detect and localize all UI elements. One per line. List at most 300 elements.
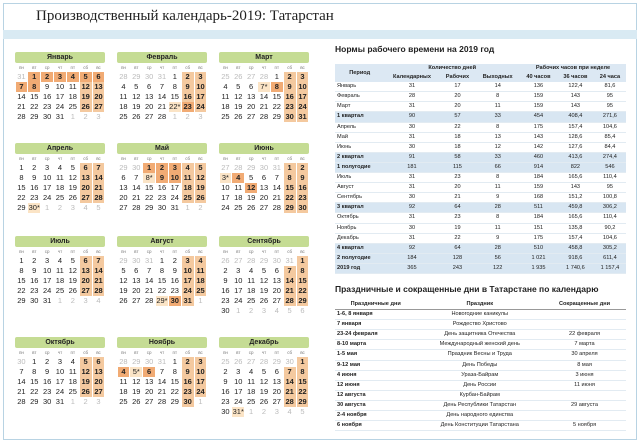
day-cell: 30: [30, 296, 39, 305]
table-cell: 2-4 ноября: [335, 411, 416, 421]
table-cell: 165,6: [557, 213, 594, 223]
day-cell: 27: [221, 163, 230, 172]
weekday-label: ср: [146, 350, 152, 355]
table-cell: 143: [557, 183, 594, 193]
weekday-label: пн: [18, 65, 24, 70]
month-days: [219, 72, 309, 122]
day-cell: 8: [172, 367, 177, 376]
day-cell: 14: [272, 183, 281, 192]
day-cell: 11: [119, 377, 128, 386]
day-cell: 1: [297, 357, 309, 367]
table-cell: 11: [475, 183, 520, 193]
table-row: [335, 183, 626, 193]
day-cell: 20: [81, 276, 90, 285]
weekday-label: вс: [96, 350, 101, 355]
day-cell: 11: [56, 266, 64, 275]
month-2: [117, 52, 207, 122]
day-cell: 15: [157, 276, 167, 285]
day-cell: 3: [96, 112, 101, 121]
table-cell: 30 августа: [335, 400, 416, 410]
day-cell: 18: [55, 183, 65, 192]
table-row: [335, 223, 626, 233]
day-cell: 2: [185, 112, 190, 121]
day-cell: 3*: [220, 173, 232, 183]
day-cell: 27: [81, 193, 90, 202]
weekday-header: [117, 247, 207, 256]
weekday-label: вс: [96, 156, 101, 161]
day-cell: 1: [19, 256, 24, 265]
day-cell: 13: [144, 377, 154, 386]
day-cell: 22: [170, 387, 179, 396]
day-cell: 24: [196, 387, 205, 396]
day-cell: 27: [272, 397, 281, 406]
day-cell: 17: [196, 92, 205, 101]
table-cell: 918,6: [557, 253, 594, 263]
day-cell: 26: [132, 397, 141, 406]
table-cell: 11: [475, 223, 520, 233]
day-cell: 29: [285, 203, 294, 212]
day-cell: 1: [57, 296, 63, 305]
table-row: [335, 122, 626, 132]
day-cell: 22: [144, 193, 154, 202]
day-cell: 30: [259, 163, 269, 172]
table-cell: [543, 320, 626, 330]
day-cell: 17: [55, 92, 65, 101]
month-11: [117, 337, 207, 407]
day-cell: 29: [298, 397, 307, 406]
day-cell: 3: [70, 203, 75, 212]
table-cell: 33: [475, 112, 520, 122]
day-cell: 5: [70, 163, 75, 172]
weekday-label: ср: [44, 65, 50, 70]
table-cell: 18: [440, 132, 476, 142]
day-cell: 21: [17, 387, 26, 396]
day-cell: 21: [285, 387, 294, 396]
month-7: [15, 236, 105, 306]
table-cell: 3 июня: [543, 370, 626, 380]
day-cell: 3: [198, 112, 203, 121]
weekday-label: ср: [44, 350, 50, 355]
weekday-label: вс: [300, 249, 305, 254]
day-cell: 2: [261, 407, 267, 416]
weekday-label: пт: [70, 156, 76, 161]
day-cell: 5: [80, 72, 92, 82]
day-cell: 9: [45, 367, 50, 376]
table-cell: 104,6: [594, 233, 626, 243]
day-cell: 10: [234, 276, 243, 285]
day-cell: 25: [119, 397, 128, 406]
table-cell: 8: [475, 92, 520, 102]
day-cell: 25: [221, 112, 230, 121]
month-days: [117, 357, 207, 407]
day-cell: 14: [157, 377, 167, 386]
day-cell: 5: [287, 306, 292, 315]
day-cell: 25: [196, 286, 205, 295]
holidays-table: [335, 300, 626, 431]
day-cell: 14: [259, 92, 269, 101]
table-cell: 95: [594, 183, 626, 193]
day-cell: 29: [17, 296, 26, 305]
table-cell: 157,4: [557, 233, 594, 243]
day-cell: 25: [246, 296, 256, 305]
weekday-label: пн: [120, 350, 126, 355]
day-cell: 18: [246, 387, 256, 396]
weekday-label: чт: [261, 350, 267, 355]
table-cell: 28: [384, 92, 439, 102]
day-cell: 4: [232, 173, 244, 183]
day-cell: 19: [132, 387, 141, 396]
norms-title: Нормы рабочего времени на 2019 год: [335, 44, 495, 54]
weekday-label: чт: [159, 249, 165, 254]
day-cell: 4: [223, 82, 228, 91]
weekday-label: вс: [300, 65, 305, 70]
day-cell: 19: [119, 286, 128, 295]
table-cell: 168: [520, 193, 557, 203]
day-cell: 21: [144, 286, 154, 295]
day-cell: 11: [247, 276, 255, 285]
day-cell: 22: [285, 193, 294, 202]
day-cell: 13: [144, 92, 154, 101]
weekday-label: чт: [261, 249, 267, 254]
day-cell: 28: [94, 193, 103, 202]
day-cell: 18: [246, 286, 256, 295]
day-cell: 28: [259, 72, 269, 81]
day-cell: 29: [30, 112, 39, 121]
weekday-label: ср: [44, 249, 50, 254]
table-cell: 64: [440, 243, 476, 253]
day-cell: 24: [221, 203, 230, 212]
day-cell: 31: [42, 296, 52, 305]
table-cell: 1 935: [520, 263, 557, 273]
day-cell: 25: [68, 387, 77, 396]
day-cell: 30: [285, 357, 294, 366]
day-cell: 16: [298, 183, 307, 192]
day-cell: 5: [261, 367, 267, 376]
day-cell: 31: [285, 256, 294, 265]
day-cell: 27: [246, 112, 256, 121]
weekday-header: [117, 63, 207, 72]
table-cell: 12 июня: [335, 380, 416, 390]
day-cell: 6: [300, 306, 305, 315]
table-row: [335, 112, 626, 122]
day-cell: 30: [144, 357, 154, 366]
weekday-label: вс: [198, 65, 203, 70]
weekday-label: пт: [70, 65, 76, 70]
day-cell: 1: [159, 256, 165, 265]
table-cell: 95: [594, 92, 626, 102]
day-cell: 7: [284, 266, 296, 276]
day-cell: 24: [42, 193, 52, 202]
month-12: [219, 337, 309, 417]
day-cell: 26: [68, 193, 77, 202]
day-cell: 3: [195, 357, 207, 367]
day-cell: 7: [274, 173, 279, 182]
day-cell: 16: [157, 183, 167, 192]
table-cell: 8: [475, 173, 520, 183]
table-cell: 822: [557, 162, 594, 172]
table-cell: 143: [520, 132, 557, 142]
day-cell: 30: [17, 357, 26, 366]
day-cell: 2: [284, 72, 296, 82]
day-cell: 20: [272, 387, 281, 396]
table-cell: 135,8: [557, 223, 594, 233]
day-cell: 4: [118, 367, 130, 377]
weekday-label: ср: [248, 65, 254, 70]
weekday-label: чт: [57, 249, 63, 254]
table-cell: 58: [440, 152, 476, 162]
day-cell: 4: [274, 306, 279, 315]
table-cell: 122,4: [557, 82, 594, 92]
weekday-label: чт: [159, 156, 165, 161]
day-cell: 5: [134, 82, 139, 91]
day-cell: 2: [172, 256, 177, 265]
table-cell: 1-6, 8 января: [335, 310, 416, 320]
day-cell: 1: [172, 112, 177, 121]
table-cell: Июнь: [335, 142, 384, 152]
day-cell: 21: [259, 102, 269, 111]
table-cell: 1 полугодие: [335, 162, 384, 172]
month-name: Декабрь: [219, 337, 309, 348]
weekday-label: ср: [248, 249, 254, 254]
day-cell: 2: [41, 72, 53, 82]
day-cell: 2: [182, 357, 194, 367]
table-cell: 28: [475, 203, 520, 213]
weekday-label: пт: [274, 249, 280, 254]
day-cell: 1: [284, 163, 296, 173]
table-cell: День Победы: [416, 360, 543, 370]
table-cell: 271,6: [594, 112, 626, 122]
table-cell: 19: [440, 223, 476, 233]
day-cell: 6: [80, 256, 92, 266]
day-cell: 20: [144, 387, 154, 396]
day-cell: 13: [119, 183, 128, 192]
day-cell: 19: [196, 183, 205, 192]
day-cell: 3: [45, 163, 50, 172]
day-cell: 14: [132, 183, 141, 192]
day-cell: 30: [221, 306, 230, 315]
day-cell: 13: [246, 92, 256, 101]
day-cell: 2: [45, 357, 50, 366]
table-cell: 9-12 мая: [335, 360, 416, 370]
table-cell: 110,4: [594, 173, 626, 183]
day-cell: 12: [259, 276, 269, 285]
day-cell: 28: [17, 397, 26, 406]
day-cell: 5*: [130, 367, 142, 377]
day-cell: 4: [249, 367, 254, 376]
day-cell: 24: [196, 102, 205, 111]
table-cell: 104,6: [594, 122, 626, 132]
weekday-label: вт: [134, 249, 139, 254]
day-cell: 14: [285, 377, 294, 386]
table-cell: 305,2: [594, 243, 626, 253]
table-cell: 184: [520, 173, 557, 183]
table-cell: 56: [475, 253, 520, 263]
day-cell: 30: [42, 397, 52, 406]
table-cell: 128,6: [557, 132, 594, 142]
table-row: [335, 263, 626, 273]
weekday-header: [15, 348, 105, 357]
weekday-label: ср: [146, 65, 152, 70]
table-row: [335, 203, 626, 213]
table-row: [335, 340, 626, 350]
month-name: Июнь: [219, 143, 309, 154]
day-cell: 15: [170, 92, 179, 101]
weekday-label: вт: [236, 156, 241, 161]
day-cell: 25: [183, 193, 192, 202]
table-cell: Сентябрь: [335, 193, 384, 203]
day-cell: 29: [17, 203, 26, 212]
day-cell: 4: [182, 163, 194, 173]
day-cell: 30: [144, 72, 154, 81]
weekday-header: [15, 247, 105, 256]
day-cell: 27: [246, 72, 256, 81]
day-cell: 17: [170, 183, 179, 192]
month-days: [117, 256, 207, 306]
weekday-label: вт: [32, 156, 37, 161]
day-cell: 28: [272, 203, 281, 212]
table-cell: Август: [335, 183, 384, 193]
table-row: [335, 152, 626, 162]
day-cell: 4: [121, 82, 126, 91]
table-cell: Март: [335, 102, 384, 112]
day-cell: 27: [259, 203, 269, 212]
day-cell: 12: [246, 183, 256, 192]
day-cell: 14: [17, 92, 26, 101]
day-cell: 20: [94, 92, 103, 101]
month-days: [15, 357, 105, 407]
day-cell: 29: [246, 163, 256, 172]
day-cell: 1: [297, 256, 309, 266]
table-cell: 11: [475, 102, 520, 112]
day-cell: 1: [32, 357, 37, 366]
day-cell: 8: [28, 82, 40, 92]
table-cell: День Конституции Татарстана: [416, 421, 543, 431]
day-cell: 11: [56, 173, 64, 182]
day-cell: 7: [134, 173, 139, 182]
day-cell: 11: [119, 92, 128, 101]
day-cell: 9: [297, 173, 309, 183]
table-cell: 64: [440, 203, 476, 213]
day-cell: 29: [170, 397, 179, 406]
table-cell: 29 августа: [543, 400, 626, 410]
table-cell: 57: [440, 112, 476, 122]
day-cell: 7: [93, 163, 105, 173]
day-cell: 9: [32, 173, 37, 182]
table-cell: 90,2: [594, 223, 626, 233]
day-cell: 11: [247, 377, 255, 386]
day-cell: 22*: [169, 102, 181, 111]
day-cell: 17: [234, 286, 243, 295]
day-cell: 2: [57, 203, 63, 212]
month-days: [117, 163, 207, 213]
norms-header-hours: Рабочих часов при неделе: [520, 64, 626, 73]
day-cell: 10: [170, 173, 179, 182]
table-cell: 115: [440, 162, 476, 172]
table-row: [335, 82, 626, 92]
day-cell: 21: [157, 387, 167, 396]
weekday-label: сб: [185, 156, 191, 161]
weekday-label: пн: [222, 249, 228, 254]
weekday-label: ср: [146, 249, 152, 254]
day-cell: 7: [16, 82, 28, 92]
weekday-header: [219, 247, 309, 256]
day-cell: 23: [42, 102, 52, 111]
day-cell: 3: [83, 296, 88, 305]
day-cell: 31: [17, 72, 26, 81]
weekday-label: пн: [18, 156, 24, 161]
weekday-header: [15, 63, 105, 72]
table-cell: 143: [557, 92, 594, 102]
table-cell: Апрель: [335, 122, 384, 132]
day-cell: 18: [183, 183, 192, 192]
table-cell: 122: [475, 263, 520, 273]
day-cell: 23: [30, 286, 39, 295]
day-cell: 10: [42, 173, 52, 182]
month-name: Август: [117, 236, 207, 247]
day-cell: 8: [271, 82, 283, 92]
day-cell: 31: [144, 256, 154, 265]
table-cell: 1 740,6: [557, 263, 594, 273]
weekday-label: ср: [248, 350, 254, 355]
day-cell: 3: [182, 256, 194, 266]
day-cell: 24: [298, 102, 307, 111]
month-name: Сентябрь: [219, 236, 309, 247]
table-cell: Новогодние каникулы: [416, 310, 543, 320]
weekday-label: вс: [198, 156, 203, 161]
day-cell: 9: [172, 266, 177, 275]
day-cell: 23: [221, 296, 230, 305]
day-cell: 17: [234, 387, 243, 396]
weekday-label: вт: [32, 350, 37, 355]
day-cell: 15: [30, 377, 39, 386]
day-cell: 18: [68, 92, 77, 101]
table-cell: 31: [384, 132, 439, 142]
day-cell: 23: [30, 193, 39, 202]
table-cell: Ураза-Байрам: [416, 370, 543, 380]
month-3: [219, 52, 309, 122]
weekday-label: пн: [222, 65, 228, 70]
norms-table: [335, 64, 626, 274]
day-cell: 27: [94, 387, 103, 396]
norms-header-period: Период: [335, 64, 384, 82]
day-cell: 18: [119, 102, 128, 111]
day-cell: 29: [144, 203, 154, 212]
table-cell: Октябрь: [335, 213, 384, 223]
day-cell: 28: [246, 256, 256, 265]
table-row: [335, 92, 626, 102]
day-cell: 5: [261, 266, 267, 275]
table-cell: Февраль: [335, 92, 384, 102]
table-cell: 3 квартал: [335, 203, 384, 213]
weekday-label: пн: [18, 249, 24, 254]
weekday-label: вт: [236, 249, 241, 254]
day-cell: 30: [157, 203, 167, 212]
day-cell: 12: [259, 377, 269, 386]
weekday-label: вт: [236, 65, 241, 70]
table-row: [335, 360, 626, 370]
day-cell: 2: [70, 296, 75, 305]
day-cell: 27: [132, 296, 141, 305]
day-cell: 5: [96, 203, 101, 212]
day-cell: 11: [221, 92, 230, 101]
day-cell: 10: [196, 367, 205, 376]
weekday-label: чт: [57, 156, 63, 161]
table-cell: 143: [557, 102, 594, 112]
table-cell: 91: [384, 152, 439, 162]
day-cell: 12: [132, 92, 141, 101]
day-cell: 14: [285, 276, 294, 285]
table-cell: Праздник Весны и Труда: [416, 350, 543, 360]
